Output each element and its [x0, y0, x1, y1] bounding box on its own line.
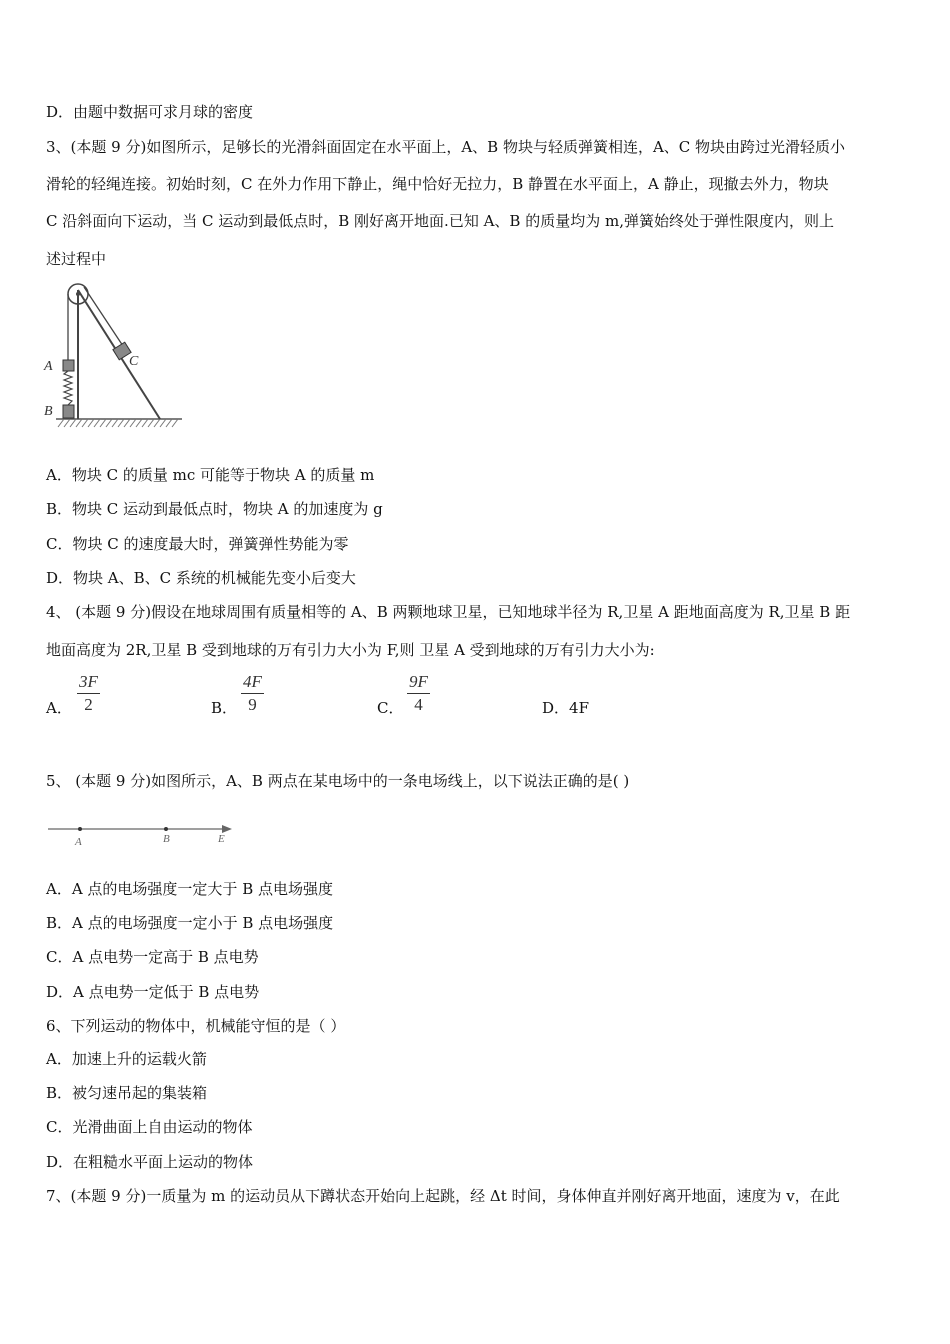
q3-option-b: B．物块 C 运动到最低点时，物块 A 的加速度为 g [46, 500, 383, 518]
q3-stem-line-4: 述过程中 [46, 250, 107, 268]
q4-option-a-fraction [77, 672, 100, 715]
q7-stem-line-1: 7、(本题 9 分)一质量为 m 的运动员从下蹲状态开始向上起跳，经 Δt 时间，身体伸直并刚好离开地面，速度为 v，在此 [46, 1187, 840, 1205]
q4-option-b-label: B． [211, 699, 238, 717]
q5-figure-label-a: A [75, 836, 82, 848]
q4-option-a-denominator: 2 [84, 695, 93, 714]
q4-option-b-fraction [241, 672, 264, 715]
q4-option-c-fraction [407, 672, 430, 715]
q4-option-b-numerator: 4F [243, 672, 262, 691]
q6-option-a: A．加速上升的运载火箭 [46, 1050, 207, 1068]
q4-option-a-numerator: 3F [79, 672, 98, 691]
q3-stem-line-1: 3、(本题 9 分)如图所示，足够长的光滑斜面固定在水平面上，A、B 物块与轻质弹簧相连，A、C 物块由跨过光滑轻质小 [46, 138, 846, 156]
q5-option-b: B．A 点的电场强度一定小于 B 点电场强度 [46, 914, 334, 932]
q3-option-c: C．物块 C 的速度最大时，弹簧弹性势能为零 [46, 535, 349, 553]
q6-option-d: D．在粗糙水平面上运动的物体 [46, 1153, 254, 1171]
q5-field-line-figure [46, 818, 236, 850]
q4-stem-line-2: 地面高度为 2R,卫星 B 受到地球的万有引力大小为 F,则 卫星 A 受到地球的万有引力大小为: [46, 641, 655, 659]
q5-option-a: A．A 点的电场强度一定大于 B 点电场强度 [46, 880, 333, 898]
q5-figure-label-e: E [218, 833, 225, 845]
q6-stem-line-1: 6、下列运动的物体中，机械能守恒的是（ ） [46, 1017, 346, 1035]
q3-option-a: A．物块 C 的质量 mc 可能等于物块 A 的质量 m [46, 466, 375, 484]
q4-option-a-label: A． [46, 699, 72, 717]
q4-option-c-denominator: 4 [414, 695, 423, 714]
q4-option-c-numerator: 9F [409, 672, 428, 691]
q3-stem-line-3: C 沿斜面向下运动，当 C 运动到最低点时，B 刚好离开地面.已知 A、B 的质量均为 m,弹簧始终处于弹性限度内，则上 [46, 212, 834, 230]
q3-figure-label-b: B [44, 404, 53, 419]
q5-figure-label-b: B [163, 833, 170, 845]
q4-stem-line-1: 4、 (本题 9 分)假设在地球周围有质量相等的 A、B 两颗地球卫星，已知地球半径为 R,卫星 A 距地面高度为 R,卫星 B 距 [46, 603, 851, 621]
q4-option-c-label: C． [377, 699, 404, 717]
q3-incline-figure [40, 278, 190, 433]
q3-figure-label-c: C [129, 354, 139, 369]
q3-figure-label-a: A [44, 359, 53, 374]
q2-option-d: D．由题中数据可求月球的密度 [46, 103, 254, 121]
q5-option-c: C．A 点电势一定高于 B 点电势 [46, 948, 259, 966]
q6-option-b: B．被匀速吊起的集装箱 [46, 1084, 208, 1102]
q6-option-c: C．光滑曲面上自由运动的物体 [46, 1118, 253, 1136]
q4-option-d: D．4F [542, 699, 589, 717]
q5-option-d: D．A 点电势一定低于 B 点电势 [46, 983, 260, 1001]
q4-option-b-denominator: 9 [248, 695, 257, 714]
q3-stem-line-2: 滑轮的轻绳连接。初始时刻，C 在外力作用下静止，绳中恰好无拉力，B 静置在水平面上，A 静止，现撤去外力，物块 [46, 175, 829, 193]
q3-option-d: D．物块 A、B、C 系统的机械能先变小后变大 [46, 569, 356, 587]
q5-stem-line-1: 5、 (本题 9 分)如图所示，A、B 两点在某电场中的一条电场线上，以下说法正确的是( ) [46, 772, 630, 790]
